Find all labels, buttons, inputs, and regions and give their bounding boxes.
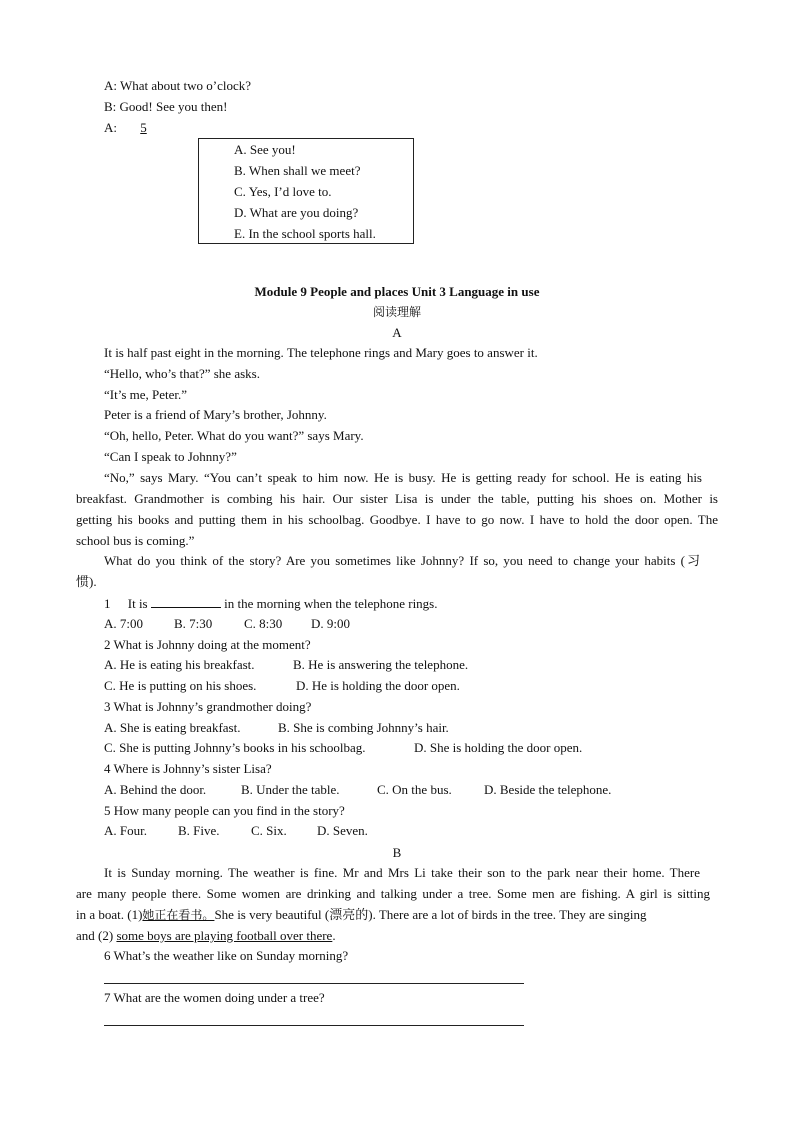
question-1-suffix: in the morning when the telephone rings. [224,596,438,611]
answer-line-7[interactable] [104,1025,524,1026]
q3-option-d[interactable]: D. She is holding the door open. [414,740,583,755]
passage-a-p7-line1: “No,” says Mary. “You can’t speak to him now. He is busy. He is getting ready for school. He is eating his [104,470,702,485]
option-e: E. In the school sports hall. [234,226,376,241]
passage-a-p7-line4: school bus is coming.” [76,533,195,548]
passage-a-p8-line2: 惯). [76,574,97,589]
passage-b-line3-suffix: She is very beautiful (漂亮的). There are a lot of birds in the tree. They are singing [214,907,647,922]
q3-option-b[interactable]: B. She is combing Johnny’s hair. [278,720,449,735]
q1-option-a[interactable]: A. 7:00 [104,616,143,631]
passage-b-label: B [392,845,402,860]
q3-option-c[interactable]: C. She is putting Johnny’s books in his schoolbag. [104,740,366,755]
q1-option-d[interactable]: D. 9:00 [311,616,350,631]
q1-option-b[interactable]: B. 7:30 [174,616,213,631]
q2-option-b[interactable]: B. He is answering the telephone. [293,657,469,672]
passage-b-line2: are many people there. Some women are drinking and talking under a tree. Some men are fishing. A girl is sitting [76,886,710,901]
passage-a-label: A [392,325,402,340]
option-a: A. See you! [234,142,296,157]
passage-b-line1: It is Sunday morning. The weather is fine. Mr and Mrs Li take their son to the park near their home. There [104,865,700,880]
speaker-label: A: [104,120,117,135]
dialogue-line-2: B: Good! See you then! [104,99,228,114]
question-6: 6 What’s the weather like on Sunday morning? [104,948,349,963]
passage-a-p1: It is half past eight in the morning. The telephone rings and Mary goes to answer it. [104,345,538,360]
q4-option-b[interactable]: B. Under the table. [241,782,340,797]
passage-b-line4-prefix: and (2) [76,928,117,943]
passage-a-p4: Peter is a friend of Mary’s brother, Johnny. [104,407,327,422]
passage-b-line4-suffix: . [332,928,336,943]
question-7: 7 What are the women doing under a tree? [104,990,325,1005]
option-c: C. Yes, I’d love to. [234,184,332,199]
q2-option-d[interactable]: D. He is holding the door open. [296,678,460,693]
answer-line-6[interactable] [104,983,524,984]
question-2: 2 What is Johnny doing at the moment? [104,637,311,652]
q2-option-a[interactable]: A. He is eating his breakfast. [104,657,255,672]
q3-option-a[interactable]: A. She is eating breakfast. [104,720,241,735]
q5-option-c[interactable]: C. Six. [251,823,287,838]
passage-a-p2: “Hello, who’s that?” she asks. [104,366,260,381]
q4-option-c[interactable]: C. On the bus. [377,782,452,797]
option-b: B. When shall we meet? [234,163,361,178]
passage-b-line3 [76,907,646,923]
passage-b-line3-prefix: in a boat. (1) [76,907,143,922]
q5-option-d[interactable]: D. Seven. [317,823,368,838]
question-1-prefix: It is [127,596,148,611]
passage-a-p5: “Oh, hello, Peter. What do you want?” says Mary. [104,428,364,443]
translation-item-2: some boys are playing football over there [116,928,333,943]
answer-blank-5[interactable]: 5 [140,120,147,135]
passage-a-p7-line3: getting his books and putting them in his schoolbag. Goodbye. I have to go now. I have to hold the door open. The [76,512,718,527]
question-5: 5 How many people can you find in the story? [104,803,345,818]
option-d: D. What are you doing? [234,205,359,220]
question-3: 3 What is Johnny’s grandmother doing? [104,699,312,714]
module-title: Module 9 People and places Unit 3 Language in use [254,284,540,299]
q2-option-c[interactable]: C. He is putting on his shoes. [104,678,257,693]
q5-option-b[interactable]: B. Five. [178,823,220,838]
question-1-blank[interactable] [151,595,221,608]
question-1-number: 1 [104,596,111,611]
q5-option-a[interactable]: A. Four. [104,823,147,838]
translation-item-1: 她正在看书。 [142,908,215,922]
passage-a-p8-line1: What do you think of the story? Are you sometimes like Johnny? If so, you need to change your habits (习 [104,553,700,568]
dialogue-line-3 [104,120,147,136]
passage-a-p7-line2: breakfast. Grandmother is combing his hair. Our sister Lisa is under the table, putting his shoes on. Mother is [76,491,718,506]
q4-option-d[interactable]: D. Beside the telephone. [484,782,612,797]
passage-a-p6: “Can I speak to Johnny?” [104,449,237,464]
q4-option-a[interactable]: A. Behind the door. [104,782,207,797]
passage-a-p3: “It’s me, Peter.” [104,387,188,402]
section-title: 阅读理解 [372,305,421,319]
question-1 [104,595,438,612]
q1-option-c[interactable]: C. 8:30 [244,616,283,631]
dialogue-line-1: A: What about two o’clock? [104,78,252,93]
passage-b-line4 [76,928,336,944]
question-4: 4 Where is Johnny’s sister Lisa? [104,761,272,776]
